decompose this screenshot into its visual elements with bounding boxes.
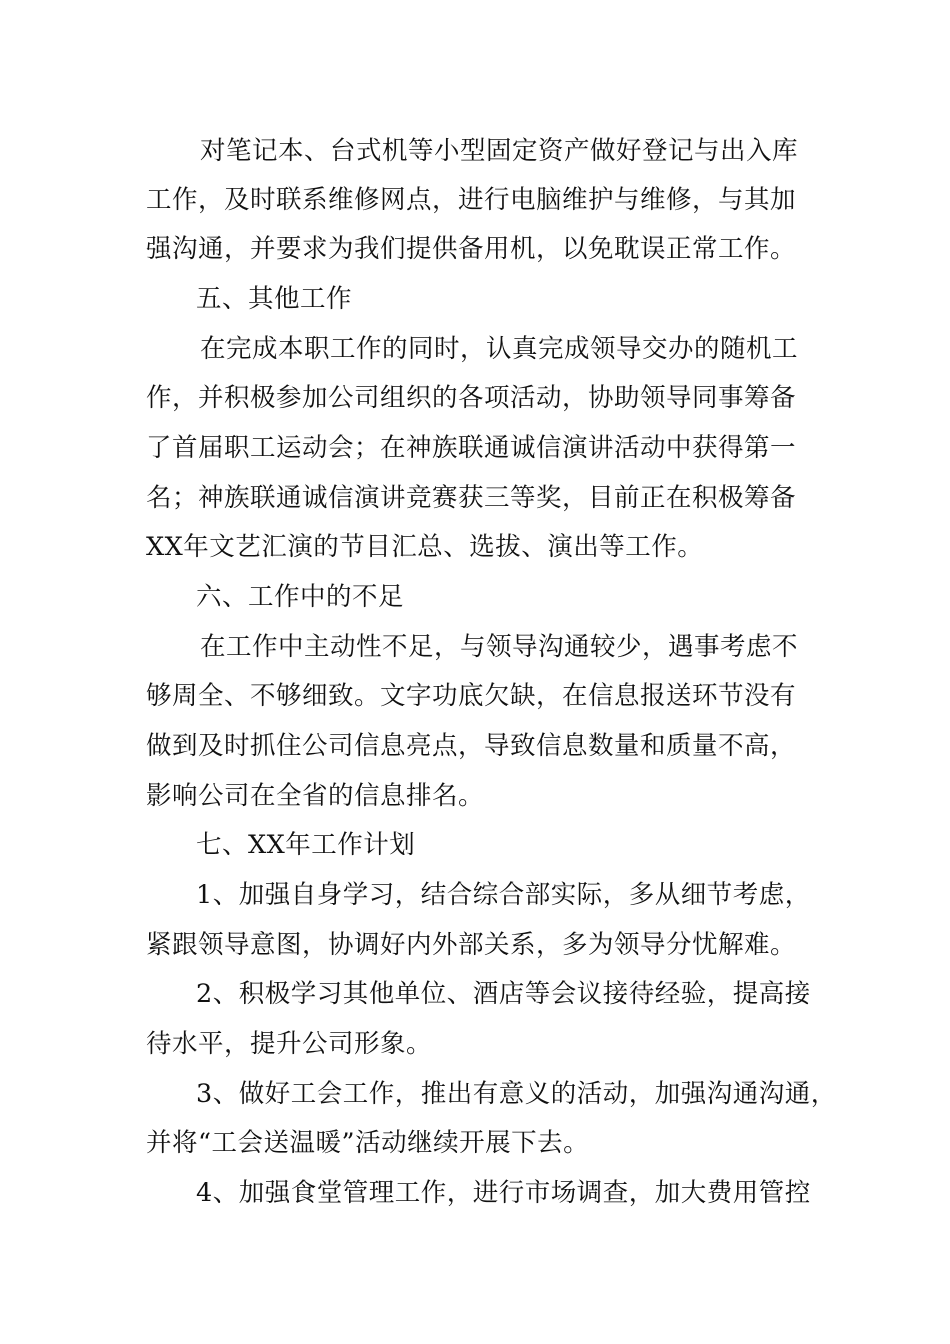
list-item-line: 3、做好工会工作，推出有意义的活动，加强沟通沟通， [196,1079,837,1109]
list-item-line: 待水平，提升公司形象。 [146,1029,433,1059]
paragraph-line: 对笔记本、台式机等小型固定资产做好登记与出入库 [200,136,799,166]
paragraph-line: 在工作中主动性不足，与领导沟通较少，遇事考虑不 [200,632,799,662]
list-item-line: 4、加强食堂管理工作，进行市场调查，加大费用管控 [196,1178,811,1208]
list-item-line: 2、积极学习其他单位、酒店等会议接待经验，提高接 [196,979,811,1009]
paragraph-line: 做到及时抓住公司信息亮点，导致信息数量和质量不高， [146,731,797,761]
list-item-line: 紧跟领导意图，协调好内外部关系，多为领导分忧解难。 [146,930,797,960]
paragraph-line: 在完成本职工作的同时，认真完成领导交办的随机工 [200,334,799,364]
list-item-line: 并将“工会送温暖”活动继续开展下去。 [146,1128,590,1158]
paragraph-line: 名；神族联通诚信演讲竞赛获三等奖，目前正在积极筹备 [146,483,797,513]
paragraph-line: 工作，及时联系维修网点，进行电脑维护与维修，与其加 [146,185,797,215]
paragraph-line: XX年文艺汇演的节目汇总、选拔、演出等工作。 [146,532,704,562]
list-item-line: 1、加强自身学习，结合综合部实际，多从细节考虑， [196,880,811,910]
section-heading: 五、其他工作 [196,284,353,314]
section-heading: 六、工作中的不足 [196,582,405,612]
paragraph-line: 了首届职工运动会；在神族联通诚信演讲活动中获得第一 [146,433,797,463]
paragraph-line: 影响公司在全省的信息排名。 [146,781,485,811]
paragraph-line: 强沟通，并要求为我们提供备用机，以免耽误正常工作。 [146,234,797,264]
paragraph-line: 够周全、不够细致。文字功底欠缺，在信息报送环节没有 [146,681,797,711]
paragraph-line: 作，并积极参加公司组织的各项活动，协助领导同事筹备 [146,383,797,413]
section-heading: 七、XX年工作计划 [196,830,416,860]
